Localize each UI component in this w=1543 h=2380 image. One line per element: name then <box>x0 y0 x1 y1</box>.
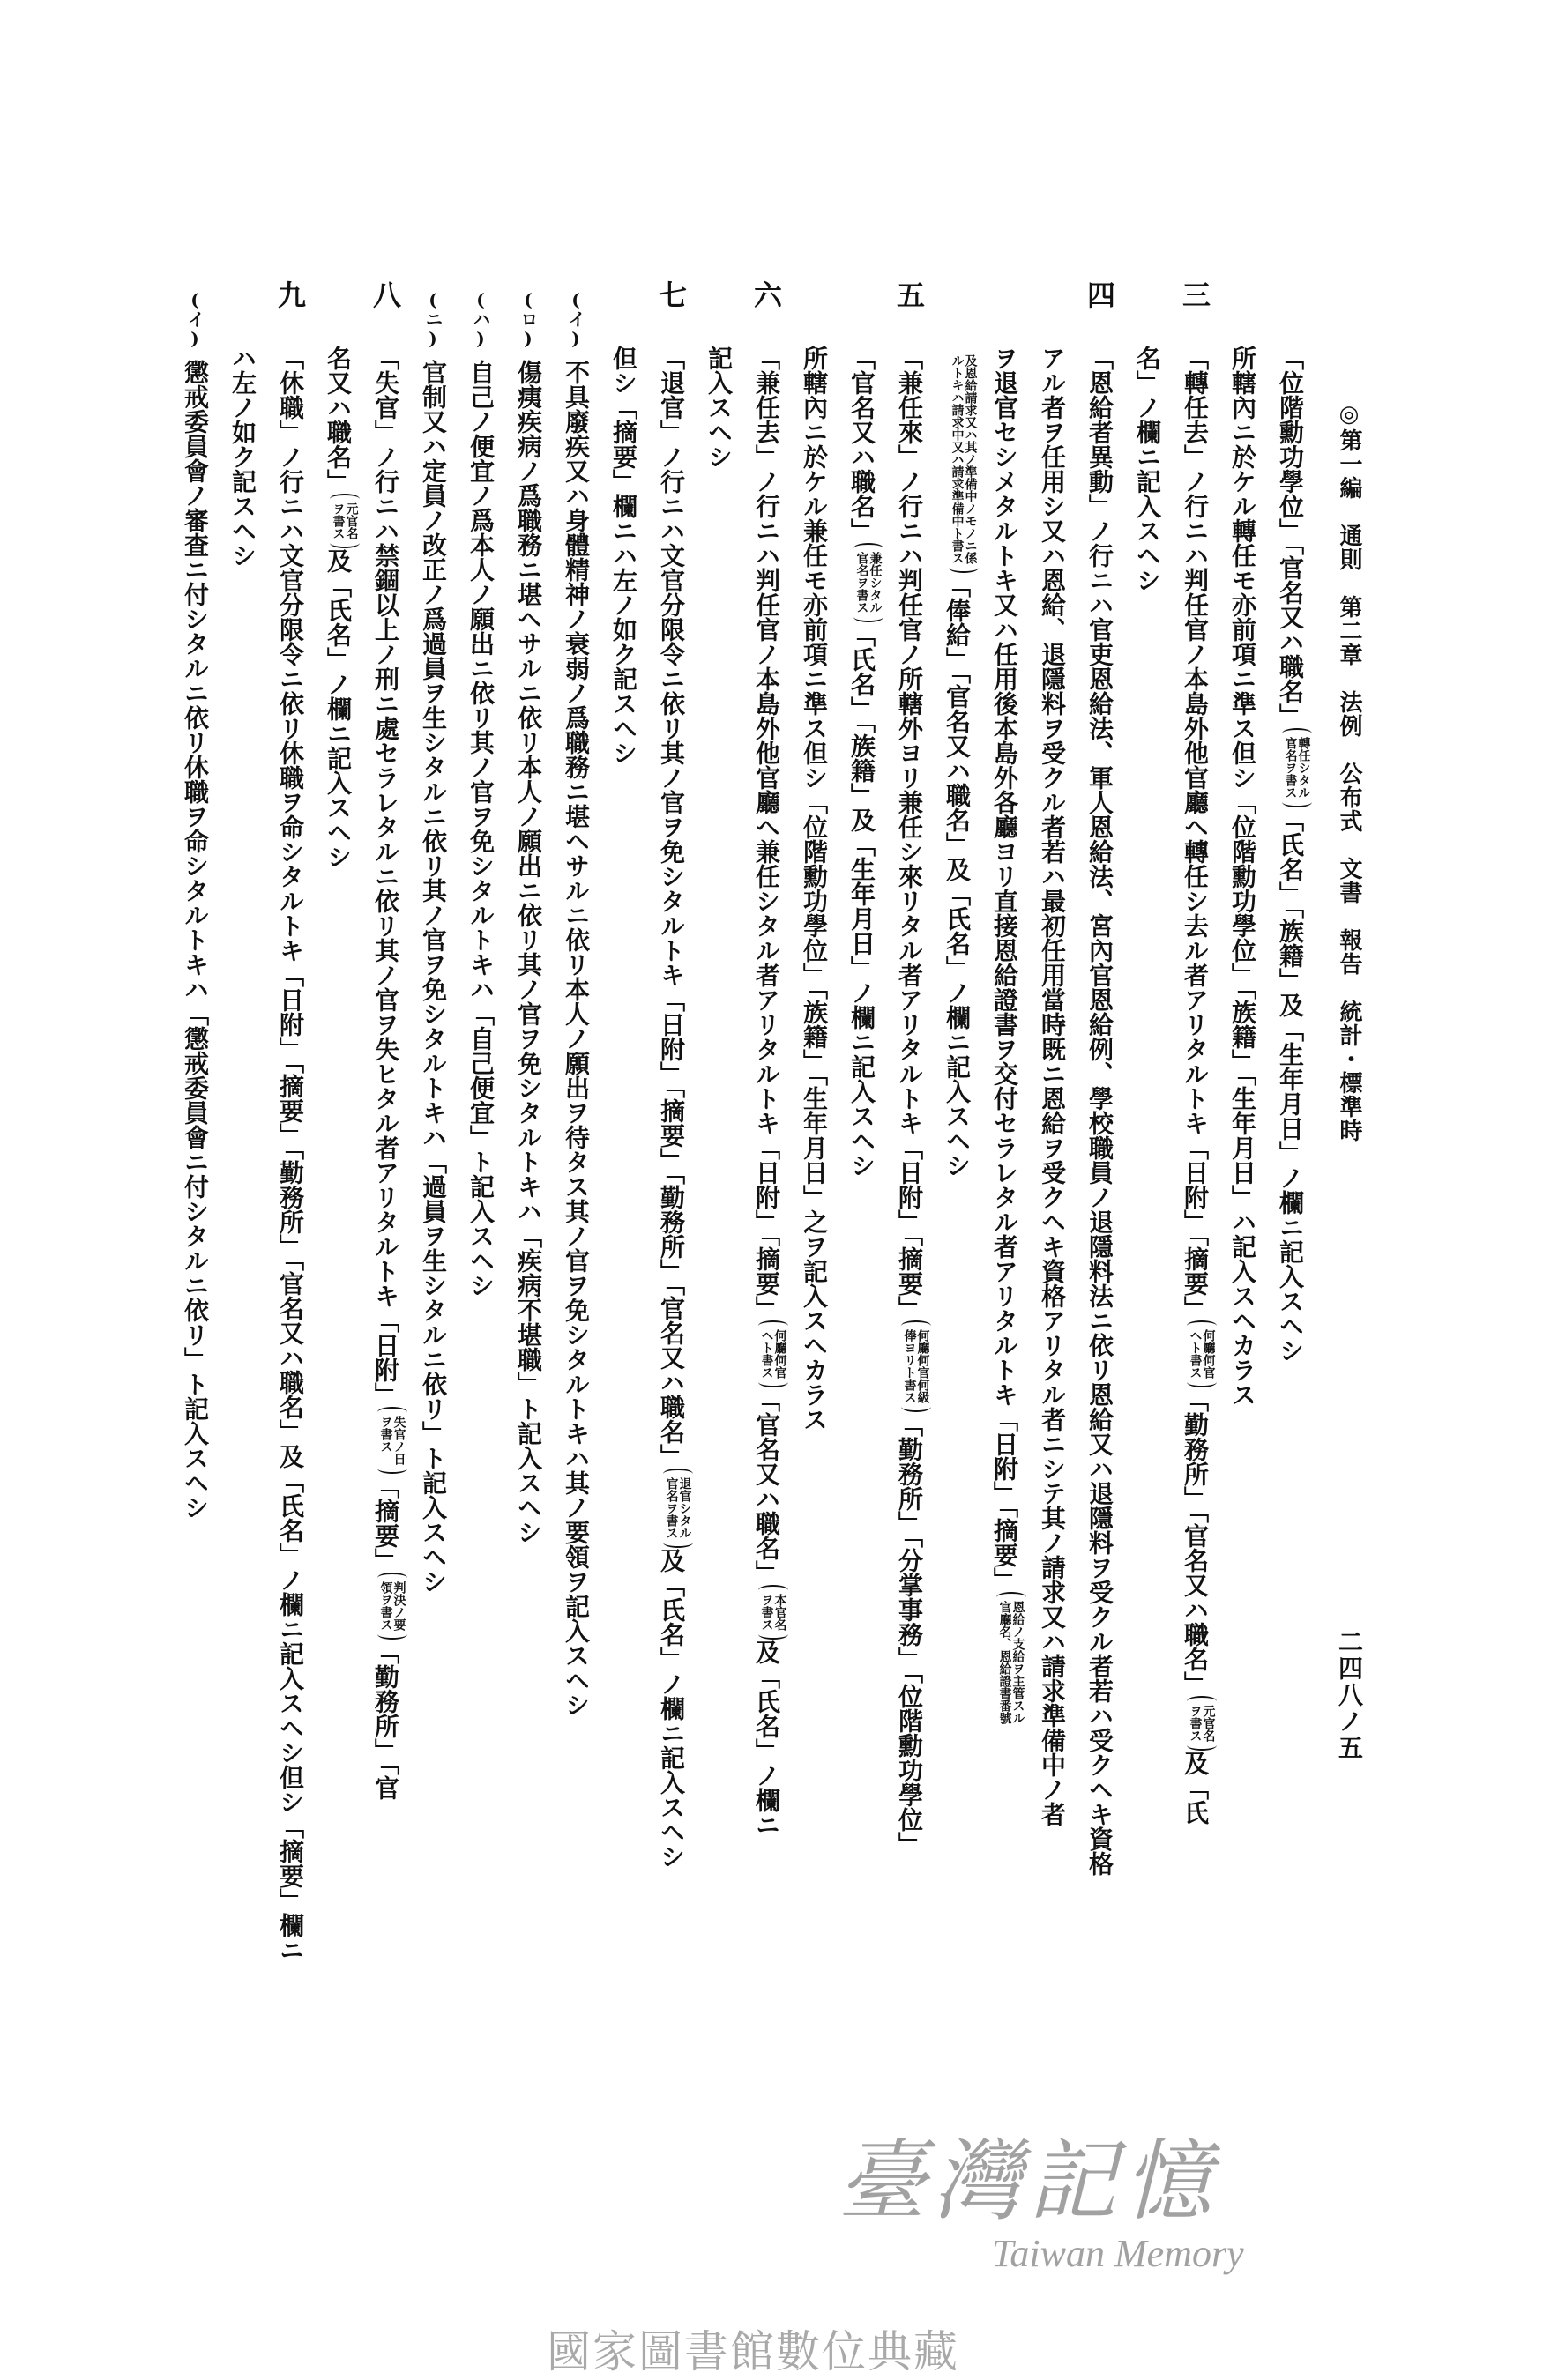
watermark-title: 臺灣記憶 <box>838 2130 1219 2233</box>
text-column <box>362 0 409 2098</box>
annotation-line: 失官ノ日 <box>391 1416 406 1465</box>
text-column <box>504 0 552 2098</box>
inline-annotation <box>379 1573 406 1640</box>
text-column <box>980 0 1028 2098</box>
text-column <box>1219 0 1266 2098</box>
text-run: 「失官」ノ行ニハ禁錮以上ノ刑ニ處セラレタルニ依リ其ノ官ヲ失ヒタル者アリタルトキ「日附」 <box>371 346 400 1407</box>
text-run: 自己ノ便宜ノ爲本人ノ願出ニ依リ其ノ官ヲ免シタルトキハ「自己便宜」ト記入スヘシ <box>466 360 496 1298</box>
inline-annotation <box>998 1592 1025 1733</box>
annotation-line: 俸ヨリト書ス <box>902 1329 917 1403</box>
text-run: 「勤務所」「分掌事務」「位階勳功學位」 <box>895 1412 924 1856</box>
text-run: 官制又ハ定員ノ改正ノ爲過員ヲ生シタルニ依リ其ノ官ヲ免シタルトキハ「過員ヲ生シタルニ依リ」ト記入スヘシ <box>419 360 448 1594</box>
annotation-line: ヲ書ス <box>759 1594 774 1631</box>
inline-annotation <box>1189 1320 1215 1387</box>
annotation-line: ヲ書ス <box>331 502 346 539</box>
text-run: 「休職」ノ行ニハ文官分限令ニ依リ休職ヲ命シタルトキ「日附」「摘要」「勤務所」「官名又ハ職名」及「氏名」ノ欄ニ記入スヘシ但シ「摘要」欄ニ <box>276 346 305 1962</box>
text-run: 記入スヘシ <box>704 346 734 469</box>
text-run: 「摘要」 <box>371 1474 400 1573</box>
text-column <box>647 0 695 2098</box>
text-run: 「勤務所」「官 <box>371 1640 400 1800</box>
annotation-line: 官名ヲ書ス <box>854 552 869 614</box>
annotation-line: 領ヲ書ス <box>378 1581 393 1631</box>
text-run: 及「氏 <box>1181 1751 1210 1825</box>
text-column <box>742 0 790 2098</box>
annotation-line: 元官名 <box>1201 1705 1216 1742</box>
column-text <box>515 360 541 1544</box>
annotation-line: ルトキハ請求中又ハ請求準備中ト書ス <box>950 354 965 564</box>
sub-item-marker: (ロ) <box>518 289 539 349</box>
annotation-line: 轉任シタル <box>1296 737 1311 799</box>
watermark-subtitle: Taiwan Memory <box>992 2232 1244 2275</box>
text-run: 「兼任去」ノ行ニハ判任官ノ本島外他官廳ヘ兼任シタル者アリタルトキ「日附」「摘要」 <box>752 346 781 1320</box>
text-run: 名又ハ職名」 <box>324 346 353 494</box>
text-column <box>1076 0 1123 2098</box>
inline-annotation <box>1189 1696 1215 1751</box>
column-text <box>372 346 406 1800</box>
text-run: 及「氏名」ノ欄ニ記入スヘシ <box>324 548 353 869</box>
text-column <box>409 0 457 2098</box>
watermark <box>838 2130 1296 2283</box>
text-run: 「官名又ハ職名」 <box>752 1387 781 1585</box>
column-text <box>705 346 732 469</box>
document-body <box>171 0 1314 2098</box>
item-number: 五 <box>892 280 926 309</box>
annotation-line: ヘト書ス <box>759 1329 774 1379</box>
text-run: 「氏名」「族籍」及「生年月日」ノ欄ニ記入スヘシ <box>1276 807 1305 1363</box>
item-number: 八 <box>369 280 402 309</box>
text-column <box>885 0 933 2098</box>
text-column <box>552 0 600 2098</box>
column-text <box>1039 346 1065 1826</box>
annotation-line: ヲ書ス <box>1188 1705 1203 1742</box>
inline-annotation <box>855 543 882 622</box>
text-column <box>695 0 742 2098</box>
column-text <box>753 346 786 1837</box>
inline-annotation <box>760 1585 786 1640</box>
text-column <box>838 0 885 2098</box>
annotation-line: 何廳何官 <box>1201 1329 1216 1379</box>
annotation-line: 何廳何官 <box>772 1329 787 1379</box>
text-run: 「恩給者異動」ノ行ニハ官吏恩給法、軍人恩給法、宮內官恩給例、學校職員ノ退隱料法ニ依リ恩給又ハ退隱料ヲ受クル者若ハ受クヘキ資格 <box>1085 346 1114 1876</box>
annotation-line: 元官名 <box>344 502 359 539</box>
column-text <box>420 360 446 1594</box>
sub-item-marker: (ハ) <box>470 289 491 349</box>
text-run: 「位階勳功學位」「官名又ハ職名」 <box>1276 346 1305 728</box>
text-column <box>790 0 838 2098</box>
column-text <box>1086 346 1113 1876</box>
item-number: 九 <box>273 280 307 309</box>
text-column <box>933 0 980 2098</box>
text-run: 「俸給」「官名又ハ職名」及「氏名」ノ欄ニ記入スヘシ <box>943 573 972 1178</box>
annotation-line: 官名ヲ書ス <box>664 1477 679 1539</box>
column-text <box>658 346 691 1869</box>
text-column <box>600 0 647 2098</box>
column-text <box>1229 346 1256 1407</box>
annotation-line: 官廳名、恩給證書番號 <box>997 1601 1012 1724</box>
annotation-line: 及恩給請求又ハ其ノ準備中ノモノニ係 <box>963 354 978 564</box>
text-column <box>1123 0 1171 2098</box>
sub-item-marker: (ニ) <box>422 289 444 349</box>
text-run: 「退官」ノ行ニハ文官分限令ニ依リ其ノ官ヲ免シタルトキ「日附」「摘要」「勤務所」「官名又ハ職名」 <box>657 346 686 1469</box>
column-text <box>848 346 882 1178</box>
column-text <box>229 346 256 568</box>
text-run: 及「氏名」ノ欄ニ <box>752 1640 781 1837</box>
column-text <box>563 360 589 1717</box>
annotation-line: ヘト書ス <box>1188 1329 1203 1379</box>
inline-annotation <box>379 1407 406 1474</box>
text-column <box>314 0 362 2098</box>
text-run: 「兼任來」ノ行ニハ判任官ノ所轄外ヨリ兼任シ來リタル者アリタルトキ「日附」「摘要」 <box>895 346 924 1320</box>
column-text <box>991 346 1025 1733</box>
text-column <box>219 0 266 2098</box>
text-run: 不具廢疾又ハ身體精神ノ衰弱ノ爲職務ニ堪ヘサルニ依リ本人ノ願出ヲ待タス其ノ官ヲ免シタルトキハ其ノ要領ヲ記入スヘシ <box>562 360 591 1717</box>
sub-item-marker: (イ) <box>184 289 205 349</box>
text-run: アル者ヲ任用シ又ハ恩給、退隱料ヲ受クル者若ハ最初任用當時既ニ恩給ヲ受クヘキ資格アリタル者ニシテ其ノ請求又ハ請求準備中ノ者 <box>1038 346 1067 1826</box>
column-text <box>801 346 827 1432</box>
annotation-line: 何廳何官何級 <box>915 1329 930 1403</box>
text-run: 傷痍疾病ノ爲職務ニ堪ヘサルニ依リ本人ノ願出ニ依リ其ノ官ヲ免シタルトキハ「疾病不堪職」ト記入スヘシ <box>514 360 543 1544</box>
text-column <box>266 0 314 2098</box>
text-column <box>457 0 504 2098</box>
inline-annotation <box>1284 728 1310 807</box>
text-column <box>171 0 219 2098</box>
text-run: 名」ノ欄ニ記入スヘシ <box>1133 346 1162 592</box>
annotation-line: 兼任シタル <box>868 552 883 614</box>
text-run: 「官名又ハ職名」 <box>847 346 876 543</box>
item-number: 四 <box>1083 280 1116 309</box>
column-text <box>896 346 929 1856</box>
item-number: 六 <box>749 280 783 309</box>
annotation-line: 本官名 <box>772 1594 787 1631</box>
column-text <box>467 360 494 1298</box>
column-text <box>324 346 358 869</box>
library-footer: 國家圖書館數位典藏 <box>547 2326 959 2377</box>
inline-annotation <box>760 1320 786 1387</box>
column-text <box>1181 346 1215 1825</box>
annotation-line: ヲ書ス <box>378 1416 393 1453</box>
inline-annotation <box>665 1469 691 1548</box>
annotation-line: 退官シタル <box>677 1477 692 1539</box>
annotation-line: 判決ノ要 <box>391 1581 406 1631</box>
sub-item-marker: (イ) <box>565 289 586 349</box>
column-text <box>943 346 977 1178</box>
page-number: 二四八ノ五 <box>1335 1629 1364 1761</box>
text-run: ヲ退官セシメタルトキ又ハ任用後本島外各廳ヨリ直接恩給證書ヲ交付セラレタル者アリタルトキ「日附」「摘要」 <box>990 346 1019 1592</box>
text-run: 「氏名」「族籍」及「生年月日」ノ欄ニ記入スヘシ <box>847 622 876 1178</box>
text-column <box>1028 0 1076 2098</box>
inline-annotation <box>950 346 977 573</box>
text-run: 但シ「摘要」欄ニハ左ノ如ク記スヘシ <box>609 346 638 765</box>
item-number: 七 <box>654 280 688 309</box>
column-text <box>610 346 637 765</box>
column-text <box>1134 346 1160 592</box>
annotation-line: 官名ヲ書ス <box>1283 737 1298 799</box>
inline-annotation <box>332 494 358 548</box>
text-run: 懲戒委員會ノ審査ニ付シタルニ依リ休職ヲ命シタルトキハ「懲戒委員會ニ付シタルニ依リ」ト記入スヘシ <box>181 360 210 1520</box>
column-text <box>182 360 208 1520</box>
text-run: 所轄內ニ於ケル兼任モ亦前項ニ準ス但シ「位階勳功學位」「族籍」「生年月日」之ヲ記入スヘカラス <box>800 346 829 1432</box>
running-header: ◎第一編 通則 第二章 法例 公布式 文書 報告 統計・標準時 <box>1336 401 1362 1142</box>
annotation-line: 恩給ノ支給ヲ主管スル <box>1010 1601 1025 1724</box>
column-text <box>1277 346 1310 1363</box>
text-run: 「勤務所」「官名又ハ職名」 <box>1181 1387 1210 1696</box>
text-column <box>1171 0 1219 2098</box>
text-run: 所轄內ニ於ケル轉任モ亦前項ニ準ス但シ「位階勳功學位」「族籍」「生年月日」ハ記入スヘカラス <box>1228 346 1257 1407</box>
item-number: 三 <box>1178 280 1211 309</box>
column-text <box>277 346 303 1962</box>
text-run: 及「氏名」ノ欄ニ記入スヘシ <box>657 1548 686 1869</box>
text-run: ハ左ノ如ク記スヘシ <box>228 346 257 568</box>
inline-annotation <box>903 1320 929 1412</box>
text-column <box>1266 0 1314 2098</box>
text-run: 「轉任去」ノ行ニハ判任官ノ本島外他官廳ヘ轉任シ去ル者アリタルトキ「日附」「摘要」 <box>1181 346 1210 1320</box>
